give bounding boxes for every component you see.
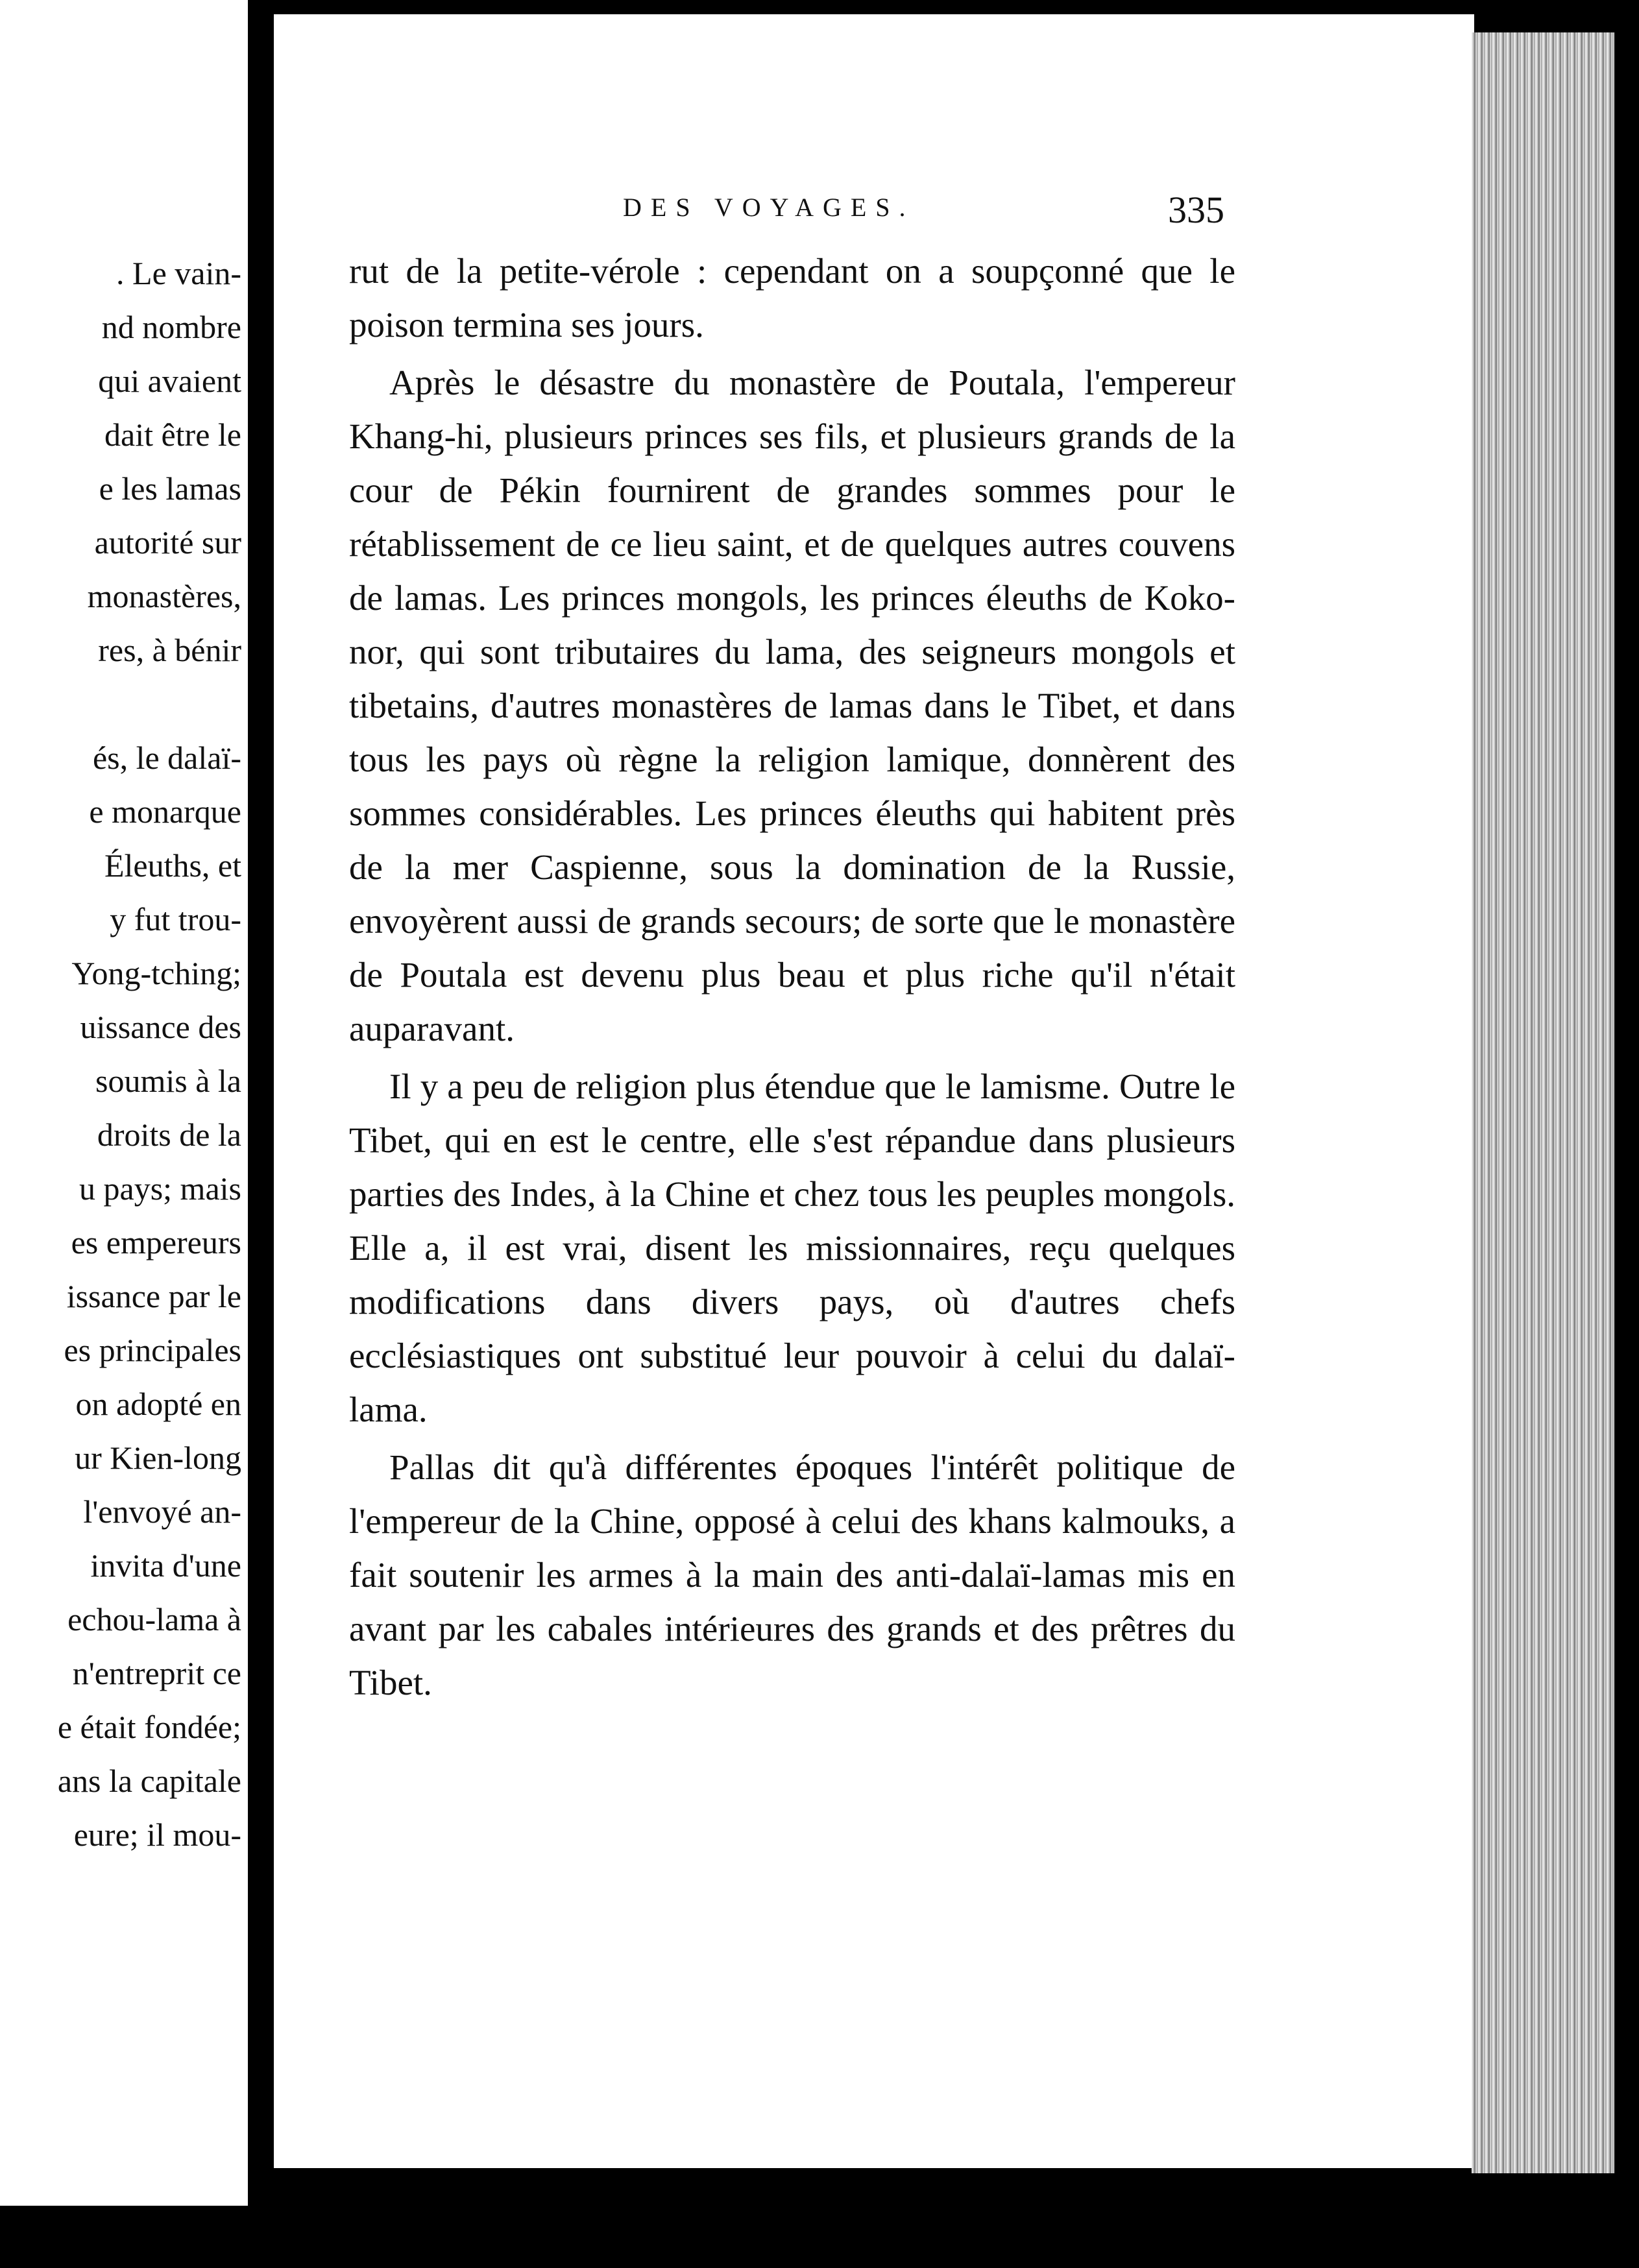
paragraph: Pallas dit qu'à différentes époques l'intérêt politique de l'empereur de la Chine, opposé à celui des khans kalmouks, a fait soutenir les armes à la main des anti-dalaï-lamas mis en avant par les cabales intérieures des grands et des prêtres du Tibet. [349, 1447, 1235, 1702]
left-line: e les lamas [99, 470, 241, 507]
paragraph: Il y a peu de religion plus étendue que le lamisme. Outre le Tibet, qui en est le centre, elle s'est répandue dans plusieurs parties des Indes, à la Chine et chez tous les peuples mongols. Elle a, il est vrai, disent les missionnaires, reçu quelques modifications dans divers pays, où d'autres chefs ecclésiastiques ont substitué leur pouvoir à celui du dalaï-lama. [349, 1067, 1235, 1429]
left-line: autorité sur [94, 524, 241, 561]
page-number: 335 [1168, 189, 1224, 231]
left-line [58, 677, 241, 731]
left-line: soumis à la [95, 1063, 241, 1099]
left-line: és, le dalaï- [92, 740, 241, 776]
left-line: e était fondée; [57, 1709, 241, 1745]
left-line: es empereurs [71, 1224, 241, 1261]
left-page-text [58, 247, 241, 1862]
paragraph: Après le désastre du monastère de Poutala, l'empereur Khang-hi, plusieurs princes ses fils, et plusieurs grands de la cour de Pékin fournirent de grandes sommes pour le rétablissement de ce lieu saint, et de quelques autres couvens de lamas. Les princes mongols, les princes éleuths de Koko-nor, qui sont tributaires du lama, des seigneurs mongols et tibetains, d'autres monastères de lamas dans le Tibet, et dans tous les pays où règne la religion lamique, donnèrent des sommes considérables. Les princes éleuths qui habitent près de la mer Caspienne, sous la domination de la Russie, envoyèrent aussi de grands secours; de sorte que le monastère de Poutala est devenu plus beau et plus riche qu'il n'était auparavant. [349, 363, 1235, 1048]
left-line: Yong-tching; [71, 955, 241, 991]
left-line: issance par le [66, 1278, 241, 1314]
left-line: on adopté en [75, 1386, 241, 1422]
left-line: es principales [64, 1332, 241, 1368]
left-line: l'envoyé an- [83, 1493, 241, 1530]
left-page [0, 0, 248, 2206]
left-line: res, à bénir [98, 632, 241, 668]
left-line: nd nombre [101, 309, 241, 345]
left-line: u pays; mais [79, 1170, 241, 1207]
left-line: echou-lama à [67, 1601, 241, 1637]
left-line: y fut trou- [110, 901, 241, 937]
left-line: droits de la [97, 1116, 241, 1153]
paragraph: rut de la petite-vérole : cependant on a soupçonné que le poison termina ses jours. [349, 251, 1235, 344]
left-line: e monarque [89, 793, 241, 830]
left-line: invita d'une [90, 1547, 241, 1584]
page-edge-stack [1472, 32, 1614, 2173]
left-line: eure; il mou- [73, 1816, 241, 1853]
left-line: Éleuths, et [104, 847, 241, 884]
left-line: monastères, [87, 578, 241, 614]
left-line: . Le vain- [116, 255, 241, 291]
left-line: n'entreprit ce [72, 1655, 241, 1691]
left-line: dait être le [104, 416, 241, 453]
running-head: DES VOYAGES. [623, 193, 915, 222]
book-gutter [248, 0, 274, 2268]
left-line: uissance des [80, 1009, 241, 1045]
body-text [349, 244, 1235, 1709]
left-line: ur Kien-long [75, 1440, 241, 1476]
left-line: ans la capitale [57, 1763, 241, 1799]
left-line: qui avaient [98, 363, 241, 399]
